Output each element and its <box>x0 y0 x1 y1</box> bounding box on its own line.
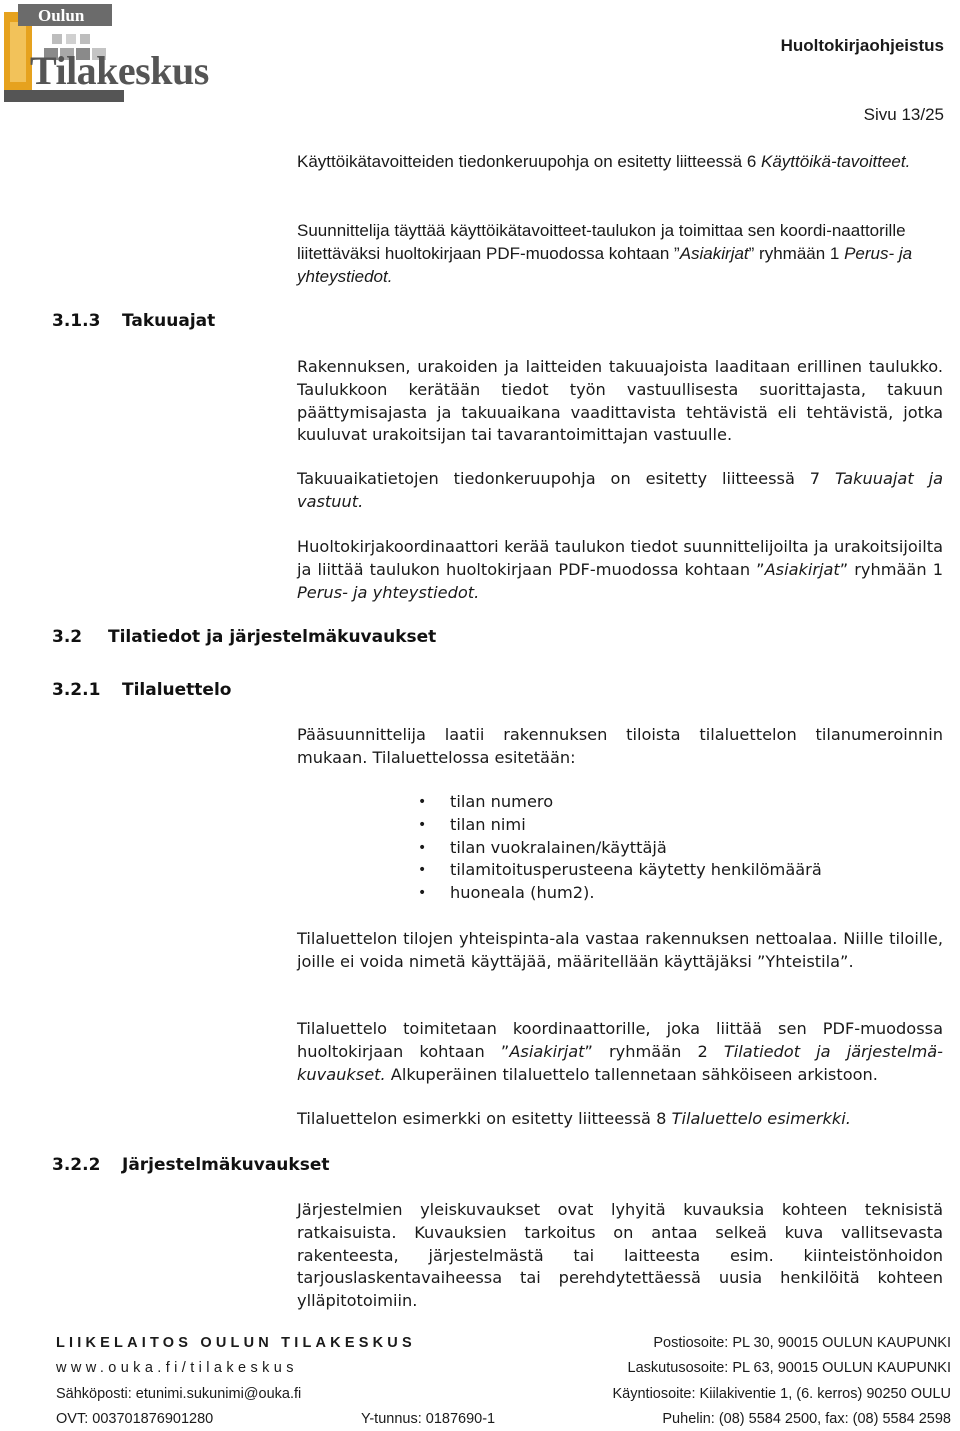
jarjestelmakuvaukset-paragraph-1: Järjestelmien yleiskuvaukset ovat lyhyitä kuvauksia kohteen teknisistä ratkaisuista. Kuvauksien tarkoitus on antaa selkeä kuva vallitsevasta rakenteesta, järjestelmästä tai laitteesta esim. kiinteistönhoidon tarjouslaskentavaiheessa tai perehdytettäessä uusia henkilöitä kohteen ylläpitotoimiin. <box>297 1200 943 1311</box>
footer-website-link[interactable]: www.ouka.fi/tilakeskus <box>56 1360 298 1376</box>
logo-text-line2: Tilakeskus <box>30 48 209 93</box>
text-run: Käyttöikätavoitteiden tiedonkeruupohja on esitetty liitteessä 6 <box>297 152 762 171</box>
text-run: ” ryhmään 1 <box>839 559 943 579</box>
document-reference: Asiakirjat <box>509 1041 585 1061</box>
footer-visiting-address: Käyntiosoite: Kiilakiventie 1, (6. kerros) 90250 OULU <box>612 1386 951 1402</box>
section-title: Takuuajat <box>122 311 216 331</box>
logo-graphic <box>4 4 254 104</box>
text-run: Suunnittelija täyttää käyttöikätavoitteet-taulukon ja toimittaa sen koordi-naattorille liitettäväksi huoltokirjaan PDF-muodossa kohtaan ” <box>297 221 906 263</box>
footer-billing-address: Laskutusosoite: PL 63, 90015 OULUN KAUPUNKI <box>627 1360 951 1376</box>
section-number: 3.2.2 <box>52 1155 101 1175</box>
section-number: 3.1.3 <box>52 311 101 331</box>
footer-ovt: OVT: 003701876901280 <box>56 1411 214 1427</box>
footer-phone: Puhelin: (08) 5584 2500, fax: (08) 5584 2598 <box>662 1411 951 1427</box>
text-run: Huoltokirjakoordinaattori kerää taulukon tiedot suunnittelijoilta ja urakoitsijoilta ja liittää taulukon huoltokirjaan PDF-muodossa kohtaan ” <box>297 537 943 579</box>
footer-organization: LIIKELAITOS OULUN TILAKESKUS <box>56 1335 416 1351</box>
footer-ytunnus: Y-tunnus: 0187690-1 <box>361 1411 496 1427</box>
list-item: • tilan numero <box>418 791 822 814</box>
section-title: Tilatiedot ja järjestelmäkuvaukset <box>108 627 437 647</box>
takuuajat-paragraph-3 <box>297 536 943 604</box>
list-item: • tilan nimi <box>418 814 822 837</box>
document-title: Huoltokirjaohjeistus <box>780 36 944 55</box>
text-run: ” ryhmään 1 <box>748 243 845 263</box>
section-title: Järjestelmäkuvaukset <box>122 1155 330 1175</box>
text-run: Takuuaikatietojen tiedonkeruupohja on esitetty liitteessä 7 <box>297 469 835 488</box>
section-heading-3-2 <box>52 627 436 647</box>
attachment-reference: Käyttöikä-tavoitteet. <box>761 152 911 171</box>
attachment-reference: Takuuajat ja vastuut. <box>297 469 943 511</box>
intro-paragraph-1 <box>297 151 943 174</box>
section-number: 3.2 <box>52 627 83 647</box>
page-number: Sivu 13/25 <box>863 105 944 124</box>
text-run: Alkuperäinen tilaluettelo tallennetaan sähköiseen arkistoon. <box>385 1064 878 1084</box>
tilaluettelo-paragraph-1: Pääsuunnittelija laatii rakennuksen tiloista tilaluettelon tilanumeroinnin mukaan. Tilaluettelossa esitetään: <box>297 725 943 767</box>
takuuajat-paragraph-1: Rakennuksen, urakoiden ja laitteiden takuuajoista laaditaan erillinen taulukko. Taulukkoon kerätään tiedot työn vastuullisesta suorittajasta, takuun päättymisajasta ja takuuaikana vaadittavista tehtävistä eli tehtävistä, jotka kuuluvat urakoitsijan tai tavarantoimittajan vastuulle. <box>297 357 943 445</box>
text-run: Tilaluettelo toimitetaan koordinaattorille, joka liittää sen PDF-muodossa huoltokirjaan kohtaan ” <box>297 1019 943 1061</box>
list-item: • tilan vuokralainen/käyttäjä <box>418 837 822 860</box>
list-item: • tilamitoitusperusteena käytetty henkilömäärä <box>418 859 822 882</box>
text-run: Tilaluettelon esimerkki on esitetty liitteessä 8 <box>297 1109 672 1128</box>
tilaluettelo-bullet-list <box>418 791 822 905</box>
tilaluettelo-paragraph-3 <box>297 1018 943 1086</box>
attachment-reference: Tilaluettelo esimerkki. <box>671 1109 851 1128</box>
section-heading-3-2-2 <box>52 1155 329 1175</box>
takuuajat-paragraph-2 <box>297 468 943 514</box>
footer-postal-address: Postiosoite: PL 30, 90015 OULUN KAUPUNKI <box>653 1335 951 1351</box>
document-reference: Asiakirjat <box>679 243 749 263</box>
footer-email[interactable]: Sähköposti: etunimi.sukunimi@ouka.fi <box>56 1386 302 1402</box>
group-reference: Perus- ja yhteystiedot. <box>297 243 913 286</box>
section-title: Tilaluettelo <box>122 680 232 700</box>
group-reference: Perus- ja yhteystiedot. <box>297 582 480 602</box>
group-reference: Tilatiedot ja järjestelmä-kuvaukset. <box>297 1041 943 1084</box>
section-number: 3.2.1 <box>52 680 101 700</box>
text-run: ” ryhmään 2 <box>584 1041 724 1061</box>
section-heading-3-1-3 <box>52 311 215 331</box>
oulun-tilakeskus-logo <box>4 4 254 104</box>
intro-paragraph-2 <box>297 220 943 288</box>
document-reference: Asiakirjat <box>764 559 840 579</box>
section-heading-3-2-1 <box>52 680 231 700</box>
tilaluettelo-paragraph-2: Tilaluettelon tilojen yhteispinta-ala vastaa rakennuksen nettoalaa. Niille tiloille, joille ei voida nimetä käyttäjää, määritellään käyttäjäksi ”Yhteistila”. <box>297 929 943 971</box>
logo-text-line1: Oulun <box>38 6 85 25</box>
tilaluettelo-paragraph-4 <box>297 1108 943 1131</box>
list-item: • huoneala (hum2). <box>418 882 822 905</box>
